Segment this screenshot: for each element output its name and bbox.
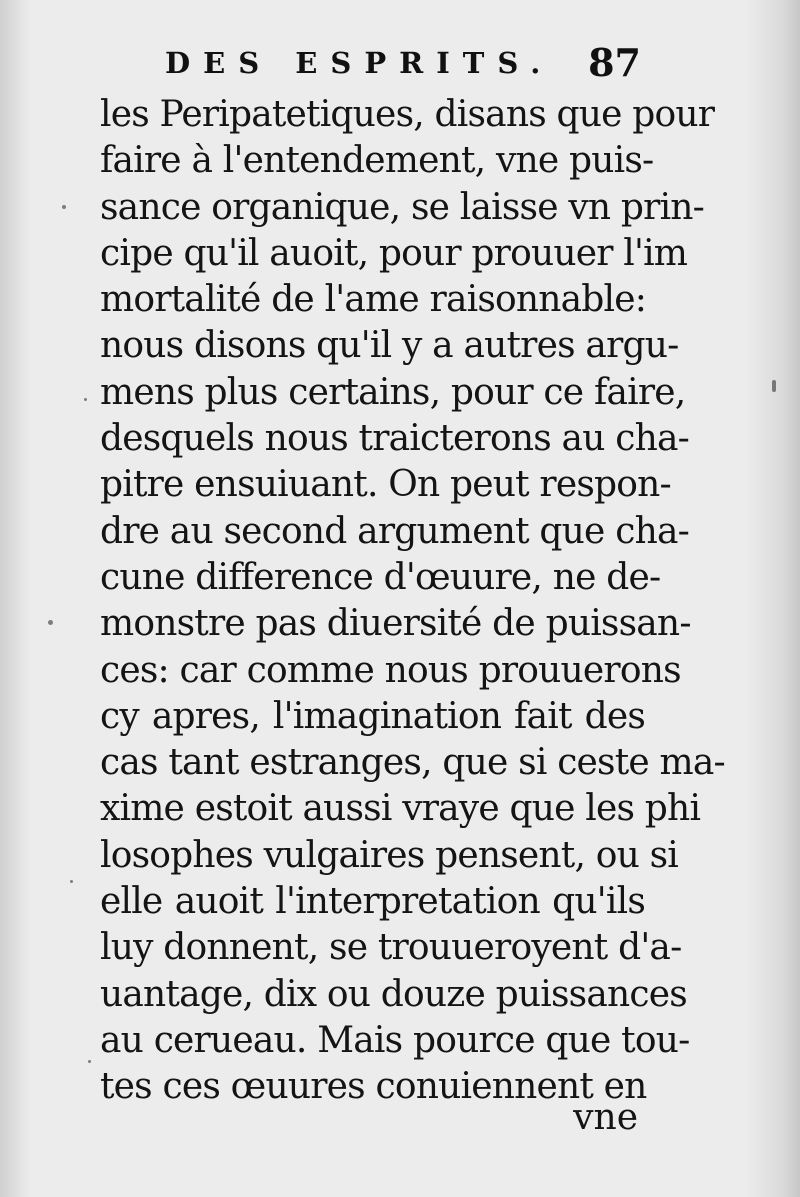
ink-speck: [772, 380, 776, 392]
text-line: pitre ensuiuant. On peut respon-: [100, 464, 671, 506]
text-line: losophes vulgaires pensent, ou si: [100, 834, 679, 876]
page-number: 87: [588, 40, 641, 85]
text-line: tes ces œuures conuiennent en: [100, 1066, 647, 1108]
text-line: cy apres, l'imagination fait des: [100, 695, 645, 737]
text-line: cipe qu'il auoit, pour prouuer l'im: [100, 232, 688, 274]
running-head: DES ESPRITS.: [165, 46, 554, 80]
text-line: monstre pas diuersité de puissan-: [100, 603, 691, 645]
body-text: [100, 92, 725, 1111]
text-line: uantage, dix ou douze puissances: [100, 973, 687, 1015]
text-line: au cerueau. Mais pource que tou-: [100, 1019, 690, 1061]
gutter-shadow: [0, 0, 30, 1197]
text-line: xime estoit aussi vraye que les phi: [100, 788, 701, 830]
text-line: cune difference d'œuure, ne de-: [100, 556, 661, 598]
text-line: dre au second argument que cha-: [100, 510, 689, 552]
ink-speck: [84, 398, 87, 401]
text-line: faire à l'entendement, vne puis-: [100, 140, 654, 182]
ink-speck: [48, 620, 53, 625]
page-edge-shadow: [745, 0, 800, 1197]
text-line: luy donnent, se trouueroyent d'a-: [100, 927, 682, 969]
ink-speck: [88, 1060, 91, 1063]
text-line: desquels nous traicterons au cha-: [100, 418, 689, 460]
catchword: vne: [573, 1097, 638, 1138]
page-header: [165, 40, 645, 90]
text-line: elle auoit l'interpretation qu'ils: [100, 881, 645, 923]
text-line: mortalité de l'ame raisonnable:: [100, 279, 647, 321]
text-line: mens plus certains, pour ce faire,: [100, 371, 686, 413]
ink-speck: [62, 205, 66, 209]
text-line: cas tant estranges, que si ceste ma-: [100, 742, 725, 784]
ink-speck: [70, 880, 73, 883]
text-line: ces: car comme nous prouuerons: [100, 649, 681, 691]
text-line: sance organique, se laisse vn prin-: [100, 186, 705, 228]
text-line: les Peripatetiques, disans que pour: [100, 94, 715, 135]
text-line: nous disons qu'il y a autres argu-: [100, 325, 679, 367]
